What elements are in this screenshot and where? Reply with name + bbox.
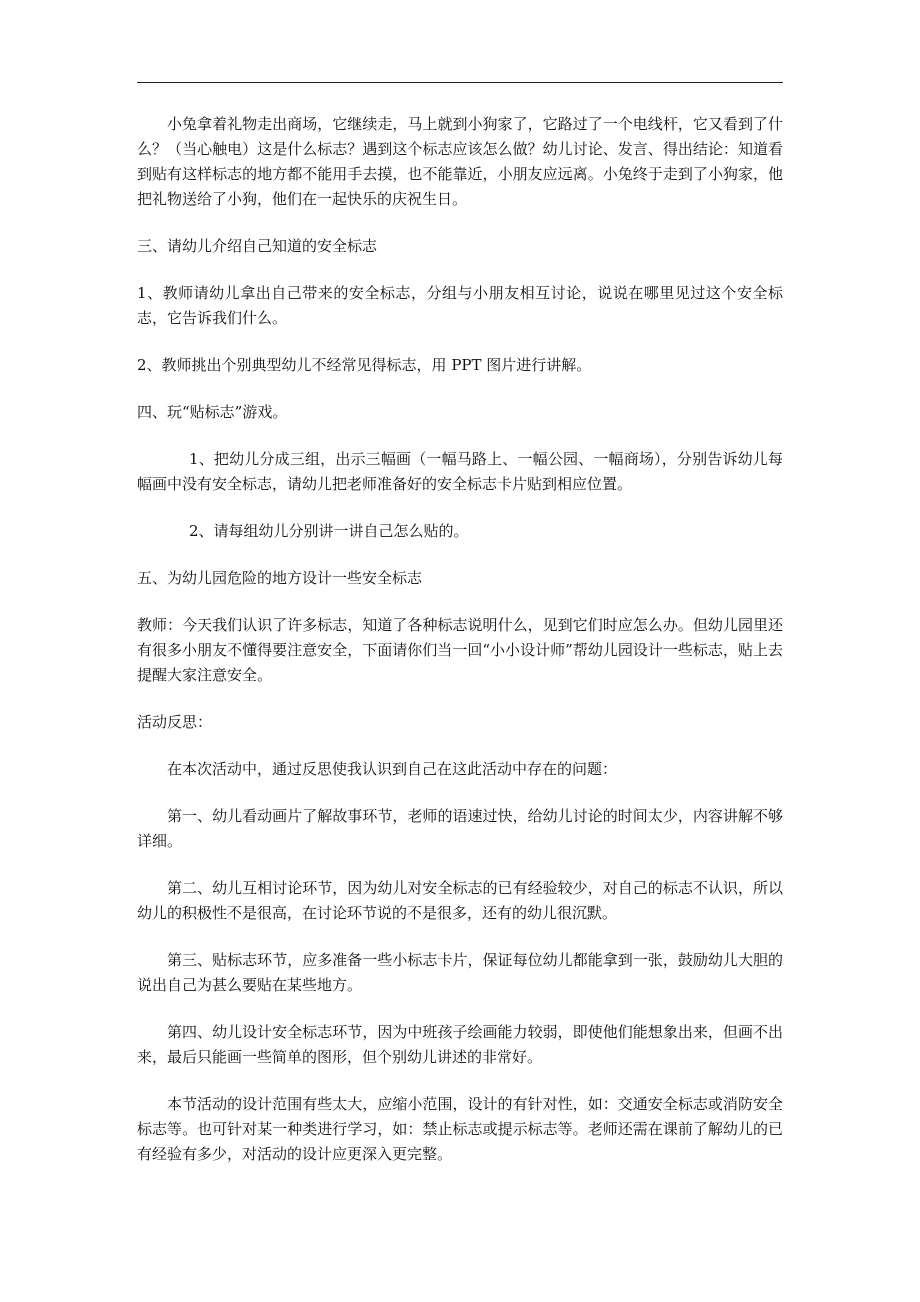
step-paragraph-4-2: 2、请每组幼儿分别讲一讲自己怎么贴的。	[189, 522, 469, 540]
section-heading-4: 四、玩“贴标志”游戏。	[137, 403, 288, 421]
step-paragraph-4-1: 1、把幼儿分成三组，出示三幅画（一幅马路上、一幅公园、一幅商场），分别告诉幼儿每幅画中没有安全标志，请幼儿把老师准备好的安全标志卡片贴到相应位置。	[137, 450, 783, 493]
step-paragraph-3-2: 2、教师挑出个别典型幼儿不经常见得标志，用 PPT 图片进行讲解。	[137, 356, 592, 374]
reflection-point-4: 第四、幼儿设计安全标志环节，因为中班孩子绘画能力较弱，即使他们能想象出来，但画不出来，最后只能画一些简单的图形，但个别幼儿讲述的非常好。	[137, 1023, 783, 1066]
reflection-summary: 本节活动的设计范围有些太大，应缩小范围，设计的有针对性，如：交通安全标志或消防安全标志等。也可针对某一种类进行学习，如：禁止标志或提示标志等。老师还需在课前了解幼儿的已有经验有多少，对活动的设计应更深入更完整。	[137, 1095, 783, 1163]
document-body	[137, 112, 783, 1189]
reflection-heading: 活动反思：	[137, 713, 213, 731]
section-heading-3: 三、请幼儿介绍自己知道的安全标志	[137, 237, 378, 255]
section-heading-5: 五、为幼儿园危险的地方设计一些安全标志	[137, 569, 423, 587]
header-rule	[137, 82, 783, 83]
story-paragraph: 小兔拿着礼物走出商场，它继续走，马上就到小狗家了，它路过了一个电线杆，它又看到了什么？（当心触电）这是什么标志？遇到这个标志应该怎么做？幼儿讨论、发言、得出结论：知道看到贴有这样标志的地方都不能用手去摸，也不能靠近，小朋友应远离。小兔终于走到了小狗家，他把礼物送给了小狗，他们在一起快乐的庆祝生日。	[137, 115, 783, 208]
step-paragraph-3-1: 1、教师请幼儿拿出自己带来的安全标志，分组与小朋友相互讨论，说说在哪里见过这个安全标志，它告诉我们什么。	[137, 284, 783, 327]
reflection-point-1: 第一、幼儿看动画片了解故事环节，老师的语速过快，给幼儿讨论的时间太少，内容讲解不够详细。	[137, 807, 783, 850]
reflection-point-2: 第二、幼儿互相讨论环节，因为幼儿对安全标志的已有经验较少，对自己的标志不认识，所以幼儿的积极性不是很高，在讨论环节说的不是很多，还有的幼儿很沉默。	[137, 879, 783, 922]
reflection-point-3: 第三、贴标志环节，应多准备一些小标志卡片，保证每位幼儿都能拿到一张，鼓励幼儿大胆的说出自己为甚么要贴在某些地方。	[137, 951, 783, 994]
teacher-speech-paragraph: 教师：今天我们认识了许多标志，知道了各种标志说明什么，见到它们时应怎么办。但幼儿园里还有很多小朋友不懂得要注意安全，下面请你们当一回“小小设计师”帮幼儿园设计一些标志，贴上去提醒大家注意安全。	[137, 616, 783, 684]
reflection-intro: 在本次活动中，通过反思使我认识到自己在这此活动中存在的问题：	[167, 760, 618, 778]
